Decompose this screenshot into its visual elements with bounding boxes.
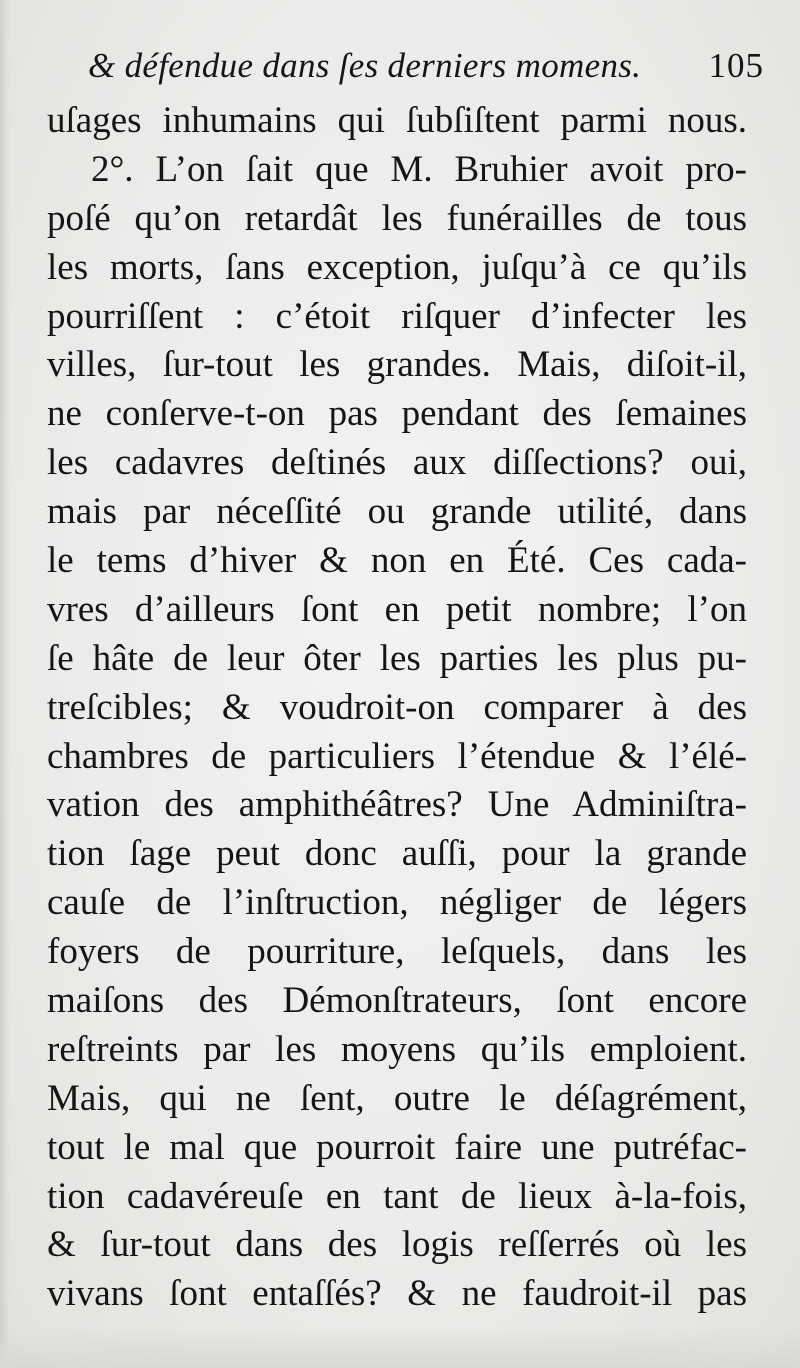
text-line: 2°. L’on ſait que M. Bruhier avoit pro- <box>91 148 747 190</box>
text-line: villes, ſur-tout les grandes. Mais, diſoit-il, <box>47 344 747 386</box>
text-line: les morts, ſans exception, juſqu’à ce qu’ils <box>47 246 747 288</box>
text-line: uſages inhumains qui ſubſiſtent parmi nous. <box>47 100 747 141</box>
page-number: 105 <box>708 46 764 85</box>
text-line: ſe hâte de leur ôter les parties les plus pu- <box>47 637 747 679</box>
text-line: tout le mal que pourroit faire une putréfac- <box>47 1126 747 1168</box>
text-line: cauſe de l’inſtruction, négliger de légers <box>47 882 747 924</box>
text-line: maiſons des Démonſtrateurs, ſont encore <box>47 980 747 1022</box>
text-line: chambres de particuliers l’étendue & l’élé- <box>47 735 747 777</box>
text-line: reſtreints par les moyens qu’ils emploient. <box>47 1028 747 1070</box>
text-line: les cadavres deſtinés aux diſſections? oui, <box>47 442 747 484</box>
text-line: vation des amphithéâtres? Une Adminiſtra- <box>47 784 747 826</box>
running-head <box>88 38 764 94</box>
text-line: Mais, qui ne ſent, outre le déſagrément, <box>47 1077 747 1119</box>
text-line: foyers de pourriture, leſquels, dans les <box>47 931 747 973</box>
text-line: ne conſerve-t-on pas pendant des ſemaines <box>47 393 747 435</box>
text-line: vres d’ailleurs ſont en petit nombre; l’on <box>47 588 747 630</box>
text-line: tion cadavéreuſe en tant de lieux à-la-fois, <box>47 1175 747 1217</box>
running-title: & défendue dans ſes derniers momens. <box>88 46 642 85</box>
text-line: pourriſſent : c’étoit riſquer d’infecter les <box>47 295 747 337</box>
text-line: tion ſage peut donc auſſi, pour la grande <box>47 833 747 875</box>
text-line: le tems d’hiver & non en Été. Ces cada- <box>47 540 747 582</box>
text-line: vivans ſont entaſſés? & ne faudroit-il pas <box>47 1273 747 1315</box>
text-line: mais par néceſſité ou grande utilité, dans <box>47 491 747 533</box>
body-text <box>47 97 747 1319</box>
text-line: poſé qu’on retardât les funérailles de tous <box>47 197 747 239</box>
text-line: & ſur-tout dans des logis reſſerrés où les <box>47 1224 747 1266</box>
text-line: treſcibles; & voudroit-on comparer à des <box>47 686 747 728</box>
